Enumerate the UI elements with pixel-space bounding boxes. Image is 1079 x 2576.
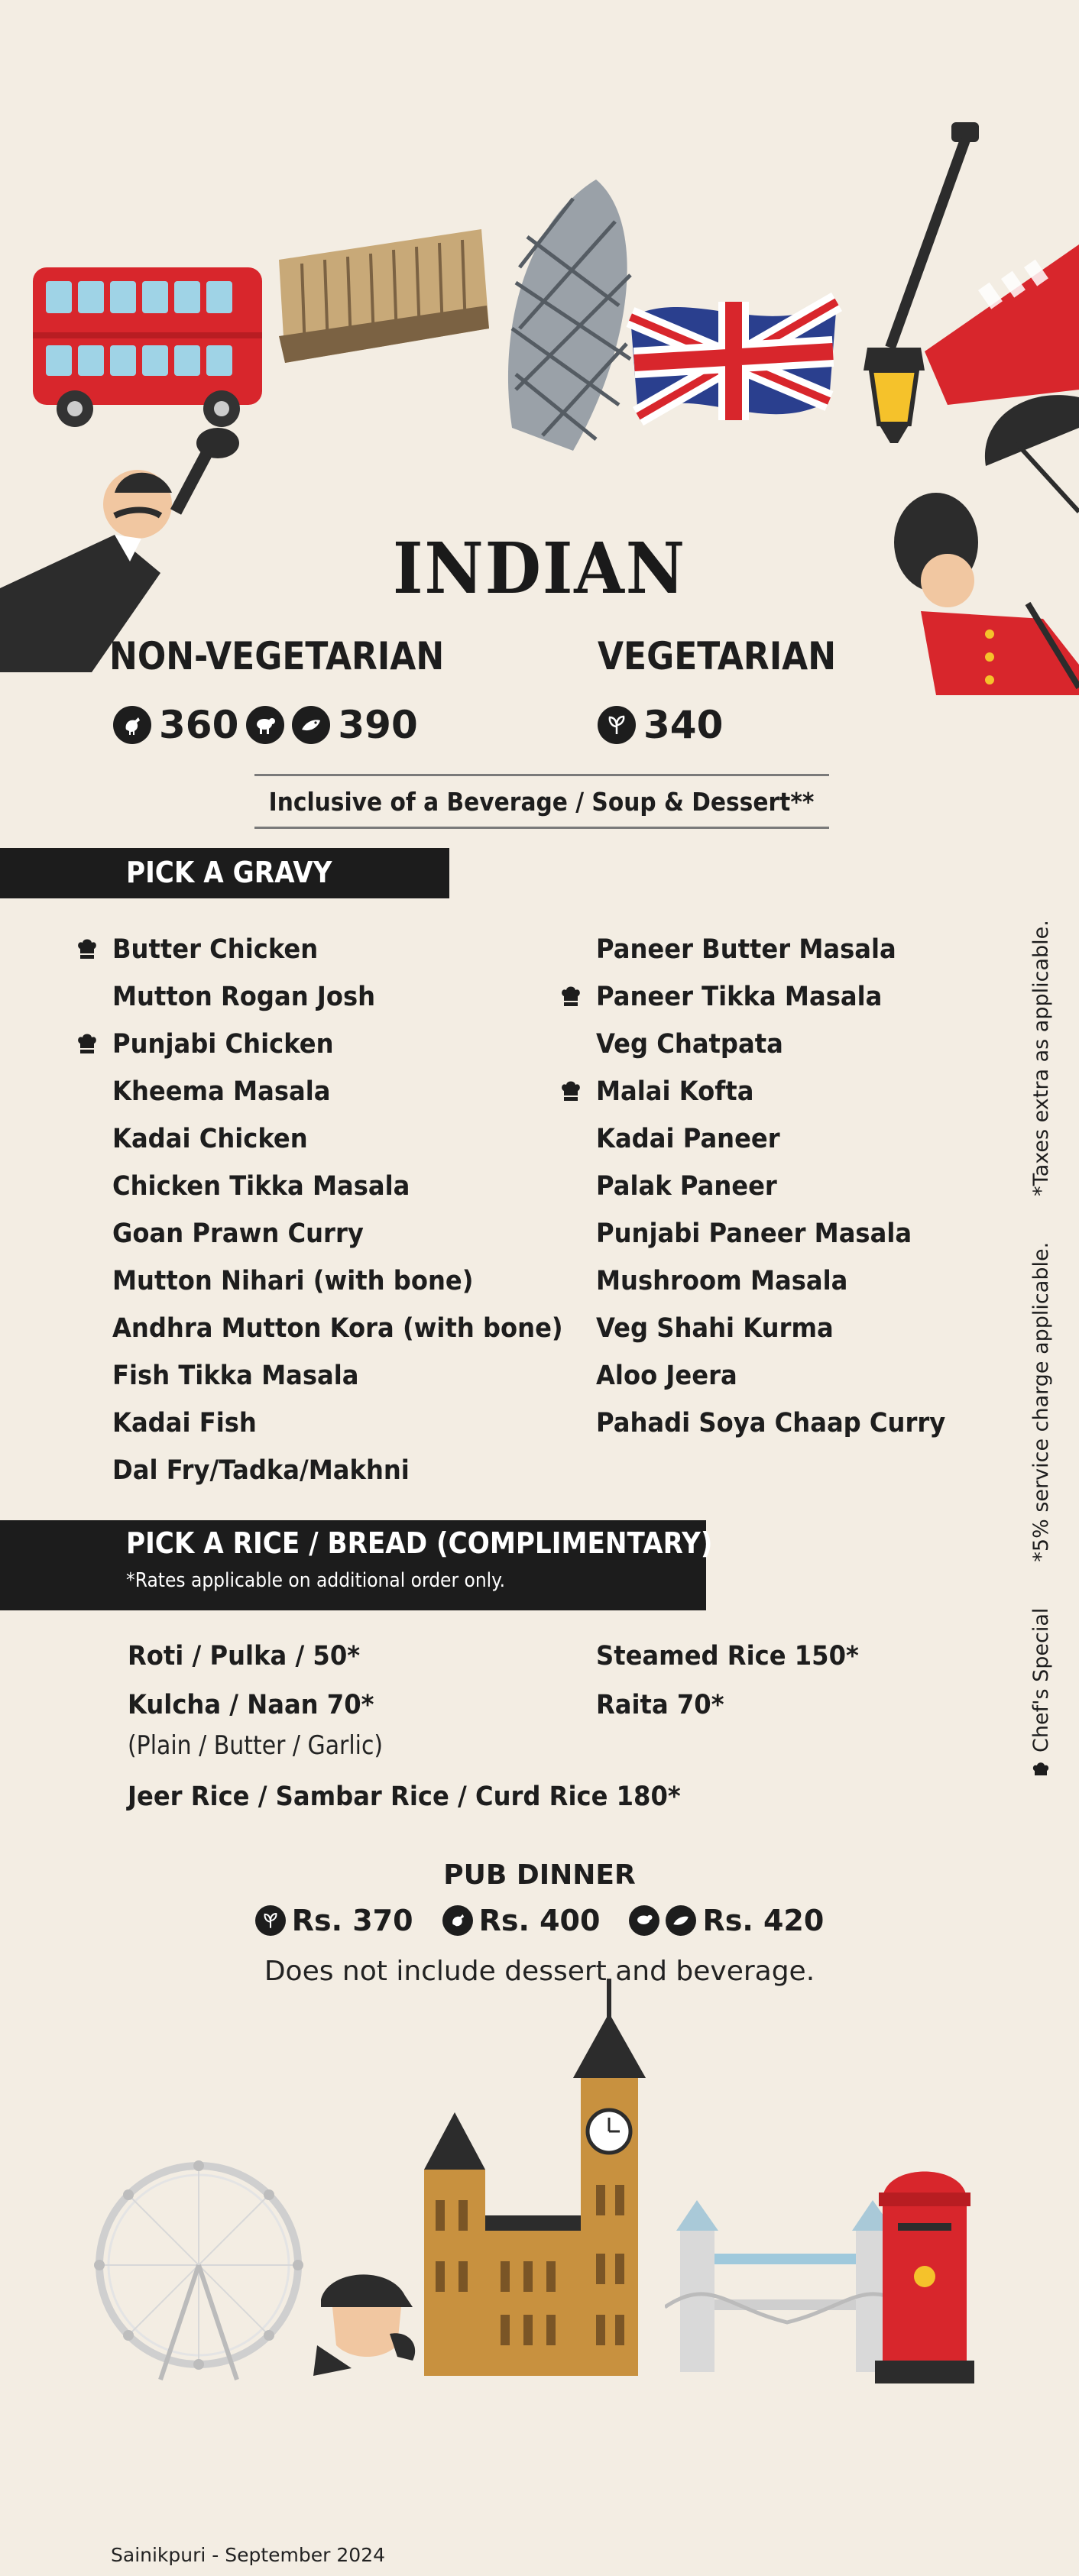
taxes-note: *Taxes extra as applicable. [1029, 920, 1053, 1196]
non-veg-label: NON-VEGETARIAN [109, 634, 445, 678]
menu-item-name: Mutton Nihari (with bone) [112, 1266, 474, 1296]
bottom-illustrations [0, 1979, 1079, 2406]
mutton-icon [629, 1905, 659, 1936]
pub-price-combo: Rs. 420 [702, 1904, 825, 1937]
menu-item [112, 1352, 602, 1400]
menu-item-name: Palak Paneer [596, 1171, 777, 1202]
chef-hat-icon [76, 1031, 99, 1056]
menu-item-name: Kadai Chicken [112, 1124, 308, 1154]
fish-icon [666, 1905, 696, 1936]
gravy-list-left [112, 926, 602, 1494]
post-box-icon [875, 2162, 974, 2383]
menu-item [596, 1305, 976, 1352]
pub-dinner-note: Does not include dessert and beverage. [264, 1956, 815, 1987]
gravy-banner [0, 848, 449, 898]
menu-item-name: Fish Tikka Masala [112, 1361, 359, 1391]
footer-location-date: Sainikpuri - September 2024 [111, 2544, 386, 2566]
menu-item [112, 1305, 602, 1352]
inclusive-note-box [254, 774, 829, 829]
chef-hat-icon [1031, 1760, 1051, 1780]
veg-prices [598, 703, 723, 747]
menu-item [596, 1115, 976, 1163]
menu-item [596, 1352, 976, 1400]
veg-label: VEGETARIAN [598, 634, 837, 678]
menu-item-name: Paneer Tikka Masala [596, 982, 883, 1012]
gravy-list-right [596, 926, 976, 1447]
menu-item [112, 1210, 602, 1257]
menu-item-name: Kadai Fish [112, 1408, 257, 1438]
menu-item-name: Butter Chicken [112, 934, 319, 965]
menu-item [112, 1163, 602, 1210]
chef-special-note: Chef's Special [1029, 1607, 1053, 1752]
rice-subheading: *Rates applicable on additional order only. [126, 1569, 506, 1592]
phone-box-icon [925, 237, 1079, 405]
menu-item-name: Punjabi Paneer Masala [596, 1218, 912, 1249]
menu-item [112, 926, 602, 973]
pub-price-nonveg: Rs. 400 [478, 1904, 601, 1937]
union-jack-flag-icon [623, 286, 844, 432]
gravy-heading: PICK A GRAVY [126, 856, 332, 889]
menu-item [112, 1447, 602, 1494]
menu-item-name: Chicken Tikka Masala [112, 1171, 410, 1202]
kulcha-item: Kulcha / Naan 70* [128, 1690, 374, 1720]
pub-dinner-title: PUB DINNER [443, 1859, 636, 1891]
chef-hat-icon [559, 984, 582, 1008]
menu-item [596, 1163, 976, 1210]
menu-title: INDIAN [392, 527, 687, 610]
steamed-rice-item: Steamed Rice 150* [596, 1641, 859, 1671]
double-decker-bus-icon [29, 260, 266, 432]
menu-item [112, 1021, 602, 1068]
kulcha-sub: (Plain / Butter / Garlic) [128, 1730, 384, 1761]
raita-item: Raita 70* [596, 1690, 724, 1720]
sherlock-silhouette-icon [306, 2254, 428, 2376]
non-veg-price-2: 390 [338, 703, 418, 747]
menu-item-name: Pahadi Soya Chaap Curry [596, 1408, 946, 1438]
tower-bridge-icon [665, 2200, 909, 2376]
veg-price: 340 [643, 703, 724, 747]
service-charge-note: *5% service charge applicable. [1029, 1241, 1053, 1562]
rice-heading: PICK A RICE / BREAD (COMPLIMENTARY) [126, 1526, 713, 1560]
menu-item-name: Mutton Rogan Josh [112, 982, 376, 1012]
pub-dinner-prices [0, 1904, 1079, 1937]
menu-item [596, 1257, 976, 1305]
side-notes [1026, 920, 1056, 1780]
big-ben-icon [416, 1979, 653, 2380]
pub-price-veg: Rs. 370 [291, 1904, 413, 1937]
jeer-rice-item: Jeer Rice / Sambar Rice / Curd Rice 180* [128, 1782, 681, 1812]
veg-leaf-icon [255, 1905, 286, 1936]
chicken-icon [442, 1905, 473, 1936]
menu-item-name: Punjabi Chicken [112, 1029, 334, 1060]
inclusive-note: Inclusive of a Beverage / Soup & Dessert** [269, 786, 815, 817]
menu-item-name: Veg Shahi Kurma [596, 1313, 834, 1344]
roti-item: Roti / Pulka / 50* [128, 1641, 361, 1671]
mutton-icon [246, 706, 284, 744]
menu-item-name: Dal Fry/Tadka/Makhni [112, 1455, 410, 1486]
non-veg-prices [113, 703, 418, 747]
menu-item [596, 1400, 976, 1447]
menu-item [112, 1115, 602, 1163]
menu-item [596, 1021, 976, 1068]
menu-item-name: Aloo Jeera [596, 1361, 737, 1391]
parliament-facade-icon [279, 229, 489, 363]
menu-item [596, 926, 976, 973]
menu-item-name: Mushroom Masala [596, 1266, 848, 1296]
menu-item-name: Kheema Masala [112, 1076, 331, 1107]
menu-item [112, 973, 602, 1021]
menu-item [112, 1400, 602, 1447]
menu-item [596, 1210, 976, 1257]
chef-hat-icon [76, 937, 99, 961]
menu-item-name: Andhra Mutton Kora (with bone) [112, 1313, 563, 1344]
menu-item-name: Kadai Paneer [596, 1124, 780, 1154]
non-veg-price-1: 360 [159, 703, 239, 747]
veg-leaf-icon [598, 706, 636, 744]
menu-item-name: Goan Prawn Curry [112, 1218, 364, 1249]
fish-icon [292, 706, 330, 744]
menu-item-name: Paneer Butter Masala [596, 934, 896, 965]
rice-banner [0, 1520, 713, 1610]
menu-item [596, 1068, 976, 1115]
menu-item [112, 1068, 602, 1115]
chef-hat-icon [559, 1079, 582, 1103]
menu-item [596, 973, 976, 1021]
menu-item-name: Malai Kofta [596, 1076, 754, 1107]
menu-item-name: Veg Chatpata [596, 1029, 783, 1060]
menu-item [112, 1257, 602, 1305]
chicken-icon [113, 706, 151, 744]
london-eye-icon [84, 2154, 313, 2383]
